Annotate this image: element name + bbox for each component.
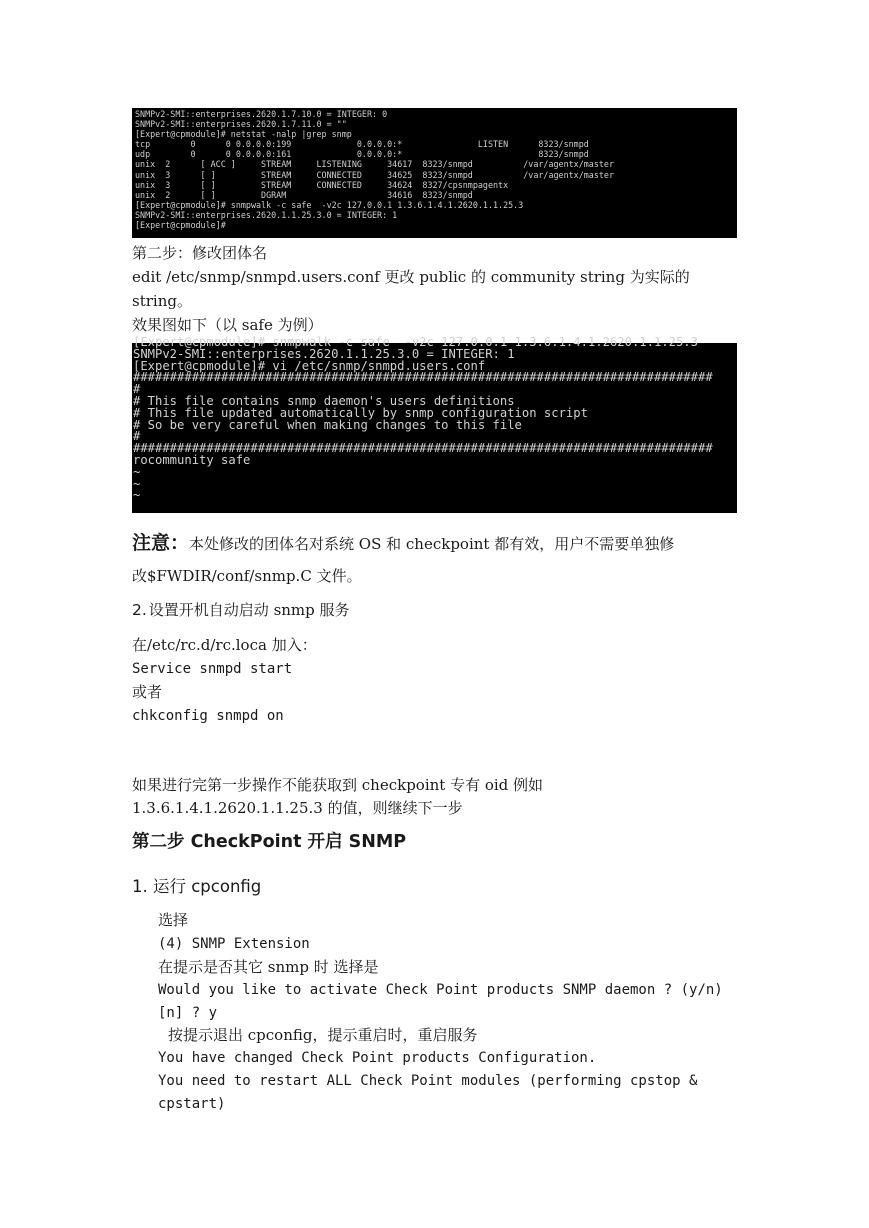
terminal-line: [Expert@cpmodule]# vi /etc/snmp/snmpd.users.conf xyxy=(133,358,486,373)
section2-heading: 第二步 CheckPoint 开启 SNMP xyxy=(132,832,407,852)
item2-heading xyxy=(132,600,350,620)
cpconfig-heading: 1. 运行 cpconfig xyxy=(132,877,262,896)
cpconfig-restart-line2: cpstart) xyxy=(158,1096,226,1112)
terminal-line: ############################################################################### xyxy=(133,370,713,385)
step2-body-line1: edit /etc/snmp/snmpd.users.conf 更改 public 的 community string 为实际的 xyxy=(132,268,690,286)
terminal-line: SNMPv2-SMI::enterprises.2620.1.7.10.0 = INTEGER: 0 xyxy=(135,109,388,119)
terminal-line: # This file updated automatically by snmp configuration script xyxy=(133,405,588,420)
terminal-line: unix 2 [ ACC ] STREAM LISTENING 34617 8323/snmpd /var/agentx/master xyxy=(135,159,615,170)
terminal-line: # xyxy=(133,382,141,397)
terminal-line: SNMPv2-SMI::enterprises.2620.1.7.11.0 = "" xyxy=(135,119,347,130)
rc-local-cmd1: Service snmpd start xyxy=(132,661,293,677)
followup-line1: 如果进行完第一步操作不能获取到 checkpoint 专有 oid 例如 xyxy=(132,776,544,794)
cpconfig-select: 选择 xyxy=(158,911,189,929)
terminal-line: [Expert@cpmodule]# snmpwalk -c safe -v2c 127.0.0.1 1.3.6.1.4.1.2620.1.1.25.3 xyxy=(133,335,698,349)
terminal-line: # This file contains snmp daemon's users definitions xyxy=(133,393,515,408)
terminal-line: ~ xyxy=(133,488,141,503)
note-paragraph xyxy=(132,530,674,557)
terminal-line: ~ xyxy=(133,476,141,491)
terminal-line: SNMPv2-SMI::enterprises.2620.1.1.25.3.0 = INTEGER: 1 xyxy=(133,346,515,361)
cpconfig-restart-line1: You need to restart ALL Check Point modules (performing cpstop & xyxy=(158,1073,698,1089)
cpconfig-exit-hint: 按提示退出 cpconfig，提示重启时，重启服务 xyxy=(168,1026,478,1044)
terminal-line: udp 0 0 0.0.0.0:161 0.0.0.0:* 8323/snmpd xyxy=(135,149,589,160)
step2-body-line2: string。 xyxy=(132,292,192,310)
item2-title: 设置开机自动启动 snmp 服务 xyxy=(148,601,350,619)
terminal-line: SNMPv2-SMI::enterprises.2620.1.1.25.3.0 = INTEGER: 1 xyxy=(135,209,398,220)
terminal-screenshot-vi-conf xyxy=(132,335,737,513)
rc-local-or: 或者 xyxy=(132,683,163,701)
terminal-line: # xyxy=(133,429,141,444)
terminal-line: unix 2 [ ] DGRAM 34616 8323/snmpd xyxy=(135,189,473,200)
note-label: 注意： xyxy=(132,532,190,554)
terminal-line: rocommunity safe xyxy=(133,452,251,467)
terminal-screenshot-netstat xyxy=(132,108,737,238)
terminal-line: ############################################################################### xyxy=(133,441,713,456)
terminal-line: ~ xyxy=(133,464,141,479)
terminal-line: [Expert@cpmodule]# netstat -nalp |grep snmp xyxy=(135,129,352,140)
note-text-line1: 本处修改的团体名对系统 OS 和 checkpoint 都有效，用户不需要单独修 xyxy=(189,535,675,553)
rc-local-cmd2: chkconfig snmpd on xyxy=(132,708,284,724)
cpconfig-option: (4) SNMP Extension xyxy=(158,936,310,952)
terminal-line: tcp 0 0 0.0.0.0:199 0.0.0.0:* LISTEN 8323/snmpd xyxy=(135,139,589,150)
item2-number: 2. xyxy=(132,601,147,619)
terminal-line: [Expert@cpmodule]# xyxy=(135,220,226,231)
cpconfig-changed: You have changed Check Point products Configuration. xyxy=(158,1050,597,1066)
effect-caption: 效果图如下（以 safe 为例） xyxy=(132,316,323,334)
terminal-line: unix 3 [ ] STREAM CONNECTED 34625 8323/snmpd /var/agentx/master xyxy=(135,169,615,180)
terminal-line: # So be very careful when making changes to this file xyxy=(133,417,522,432)
note-text-line2: 改$FWDIR/conf/snmp.C 文件。 xyxy=(132,567,362,585)
step2-title: 第二步：修改团体名 xyxy=(132,244,268,262)
cpconfig-prompt-line1: Would you like to activate Check Point products SNMP daemon ? (y/n) xyxy=(158,982,723,998)
cpconfig-prompt-line2: [n] ? y xyxy=(158,1005,218,1021)
cpconfig-prompt-hint: 在提示是否其它 snmp 时 选择是 xyxy=(158,958,379,976)
followup-line2: 1.3.6.1.4.1.2620.1.1.25.3 的值，则继续下一步 xyxy=(132,799,463,817)
rc-local-intro: 在/etc/rc.d/rc.loca 加入： xyxy=(132,636,317,654)
terminal-line: [Expert@cpmodule]# snmpwalk -c safe -v2c 127.0.0.1 1.3.6.1.4.1.2620.1.1.25.3 xyxy=(135,199,524,210)
terminal-line: unix 3 [ ] STREAM CONNECTED 34624 8327/cpsnmpagentx xyxy=(135,179,509,190)
